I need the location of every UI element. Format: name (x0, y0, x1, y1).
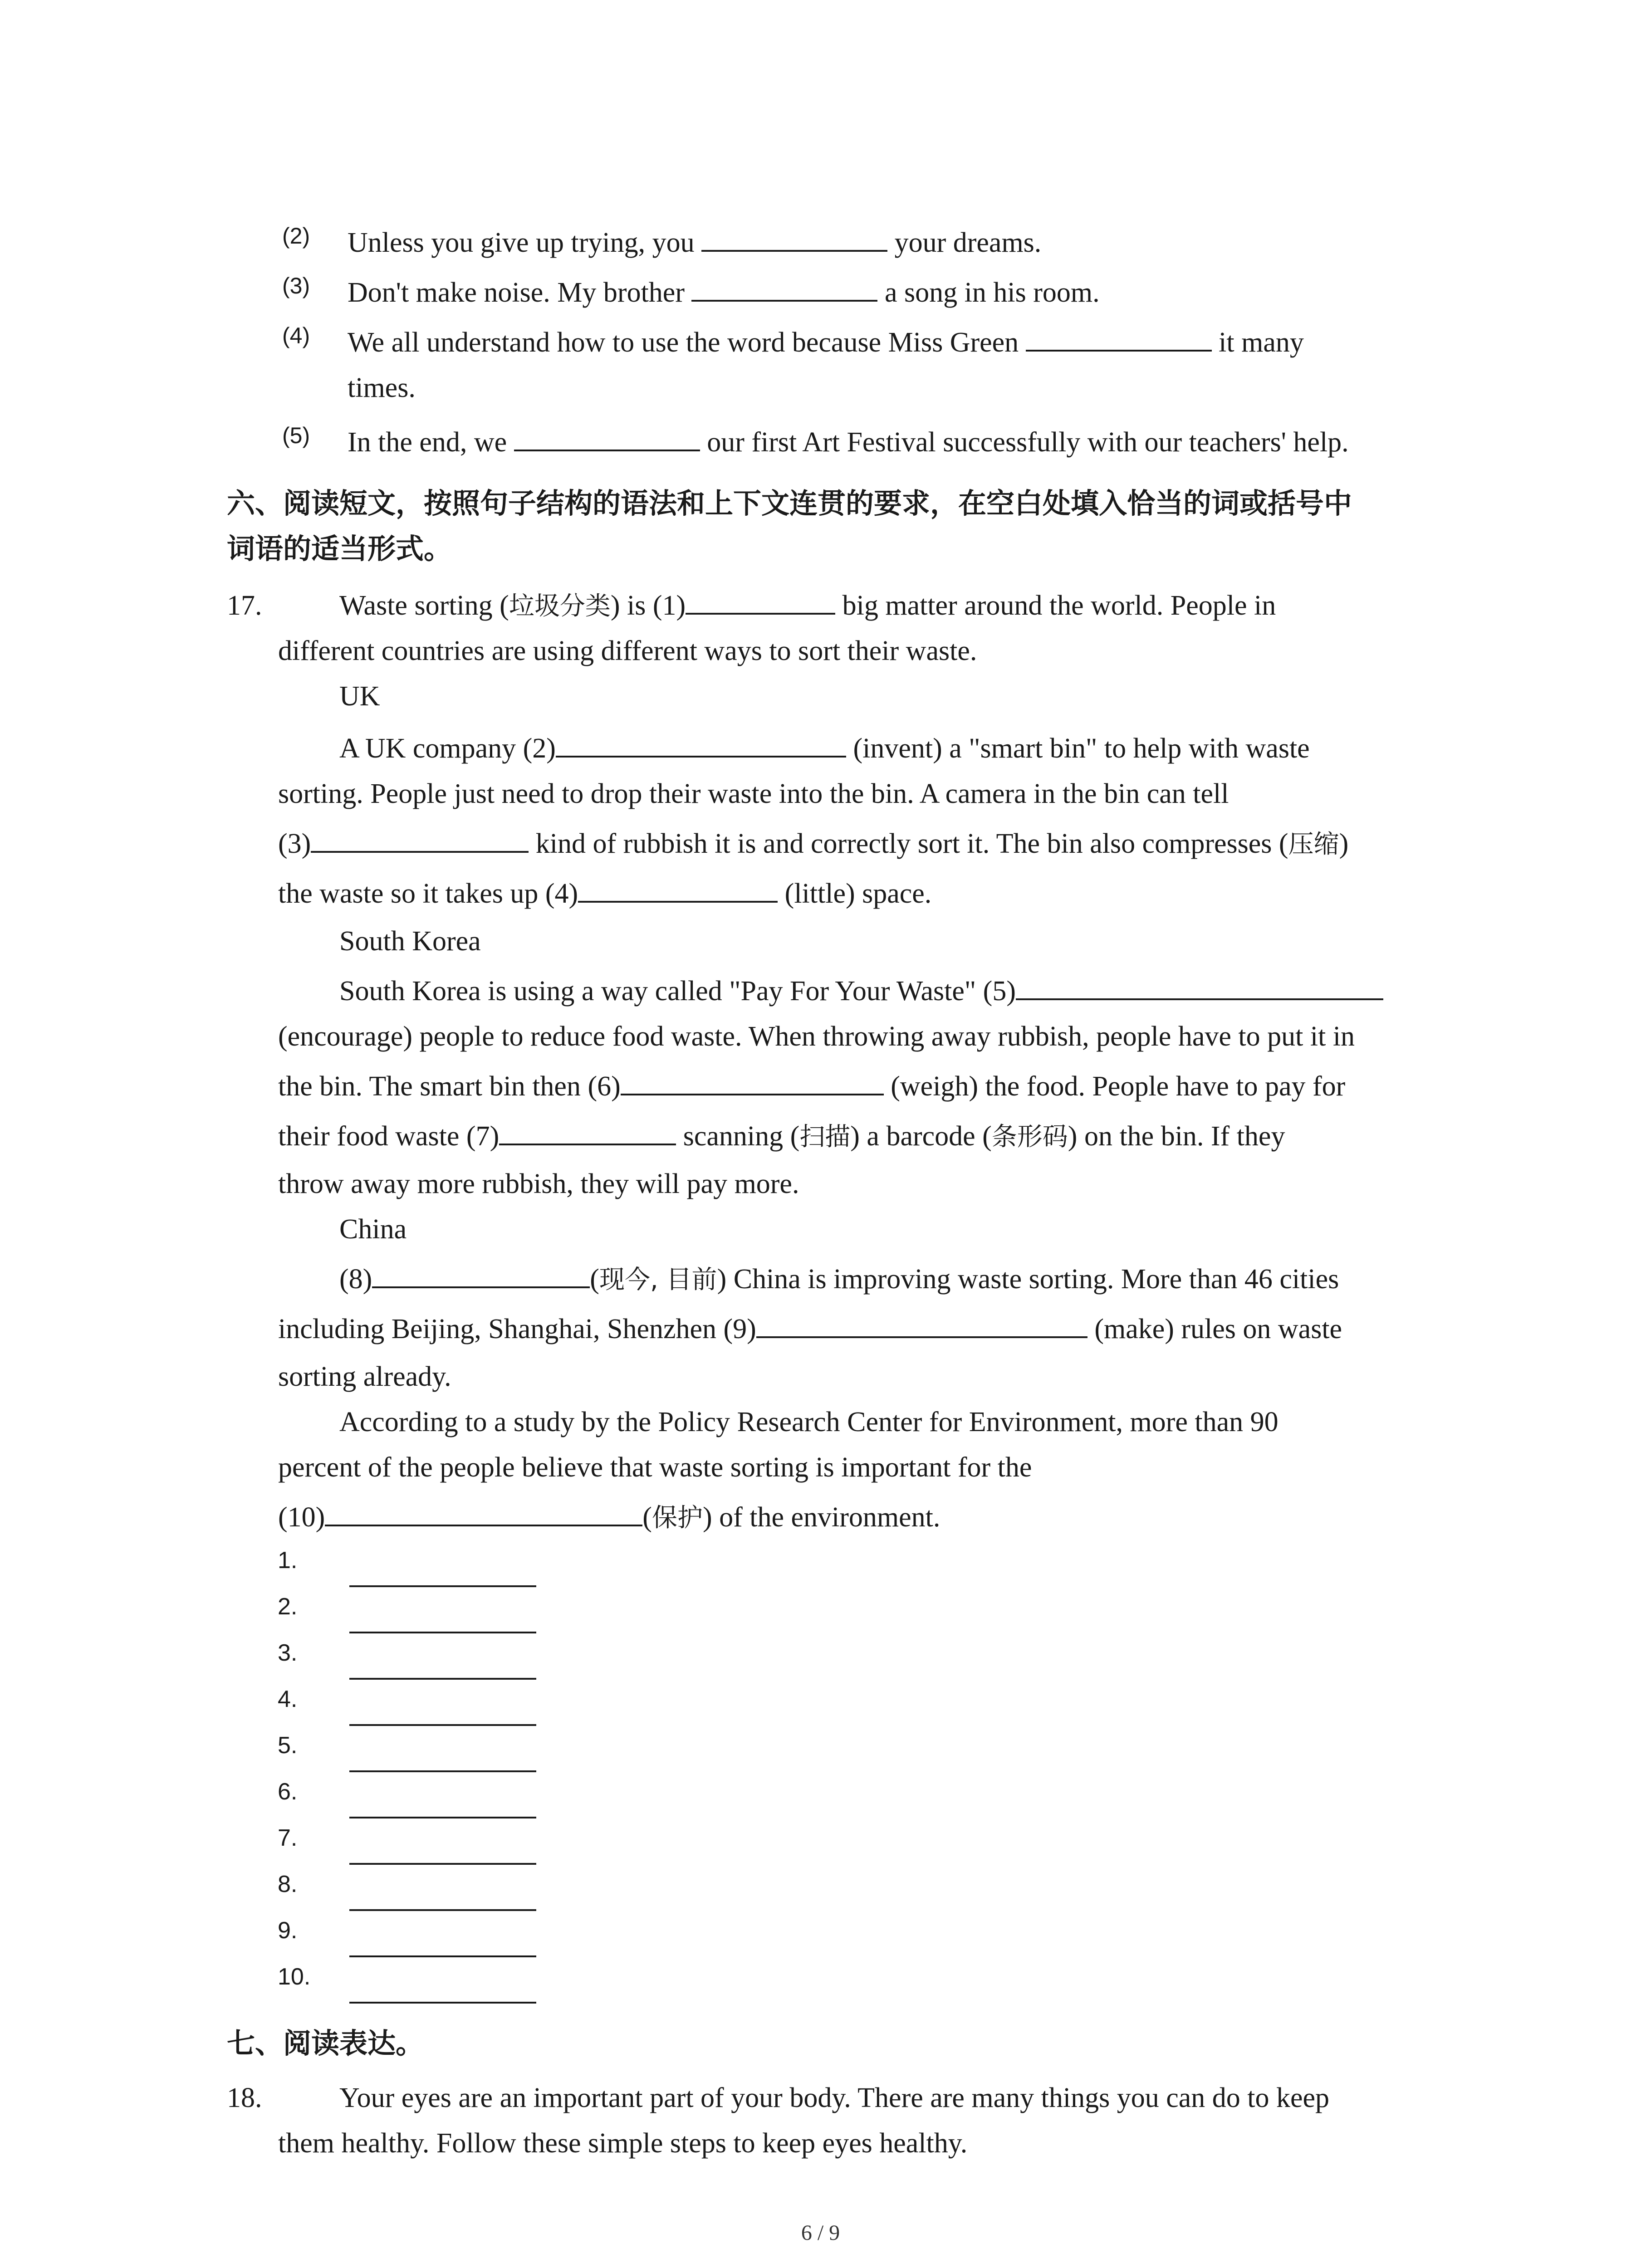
text: (8) (339, 1264, 372, 1295)
text: ) a barcode ( (850, 1121, 992, 1152)
chinese-gloss: 保护 (652, 1503, 703, 1533)
answer-label: 8. (278, 1871, 298, 1897)
answer-label: 9. (278, 1917, 298, 1944)
blank-4[interactable] (578, 875, 778, 903)
q17-line-13 (278, 1311, 1342, 1347)
text: ) is (1) (610, 590, 686, 621)
blank-6[interactable] (621, 1068, 884, 1095)
text: (invent) a "smart bin" to help with waste (853, 733, 1310, 764)
text: (3) (278, 828, 311, 859)
blank-7[interactable] (499, 1118, 676, 1145)
blank-8[interactable] (372, 1261, 590, 1288)
blank-2[interactable] (556, 730, 846, 758)
text-before-blank: We all understand how to use the word because Miss Green (348, 327, 1019, 358)
q18-line-1: Your eyes are an important part of your body. There are many things you can do to keep (339, 2082, 1330, 2113)
answer-blank[interactable] (701, 225, 887, 252)
text: their food waste (7) (278, 1121, 500, 1152)
q17-line-14: sorting already. (278, 1361, 451, 1392)
q17-line-8: (encourage) people to reduce food waste. When throwing away rubbish, people have to put it in (278, 1021, 1355, 1052)
answer-line[interactable] (349, 1863, 536, 1865)
q17-line-16: percent of the people believe that waste sorting is important for the (278, 1452, 1032, 1483)
section-6-heading-line-1: 六、阅读短文，按照句子结构的语法和上下文连贯的要求，在空白处填入恰当的词或括号中 (227, 487, 1352, 520)
answer-line[interactable] (349, 1955, 536, 1957)
q17-line-17 (278, 1499, 940, 1536)
text: A UK company (2) (339, 733, 556, 764)
q17-line-3 (339, 730, 1310, 767)
text-after-blank: it many (1219, 327, 1304, 358)
q17-line-12 (339, 1261, 1339, 1298)
text: ( (642, 1502, 652, 1533)
q17-line-2: different countries are using different ways to sort their waste. (278, 635, 977, 666)
answer-label: 7. (278, 1825, 298, 1851)
answer-label: 6. (278, 1779, 298, 1805)
item-number: (3) (282, 273, 310, 298)
blank-5[interactable] (1016, 973, 1383, 1000)
chinese-gloss: 扫描 (799, 1122, 851, 1152)
text: scanning ( (683, 1121, 800, 1152)
question-18-number: 18. (227, 2082, 262, 2113)
section-6-heading-line-2: 词语的适当形式。 (227, 532, 452, 565)
item-text (348, 324, 1304, 361)
answer-line[interactable] (349, 1817, 536, 1818)
chinese-gloss: 压缩 (1288, 830, 1339, 859)
answer-line[interactable] (349, 1632, 536, 1633)
text: (little) space. (784, 878, 932, 909)
blank-3[interactable] (311, 826, 529, 853)
item-text (348, 274, 1100, 311)
text: the waste so it takes up (4) (278, 878, 578, 909)
text-before-blank: Don't make noise. My brother (348, 277, 685, 308)
answer-blank[interactable] (1026, 324, 1212, 352)
answer-label: 1. (278, 1547, 298, 1574)
text: ) on the bin. If they (1068, 1121, 1285, 1152)
q17-line-1 (339, 587, 1276, 625)
text: (weigh) the food. People have to pay for (891, 1071, 1346, 1102)
chinese-gloss: 垃圾分类 (509, 591, 611, 621)
answer-label: 4. (278, 1686, 298, 1712)
uk-subtitle: UK (339, 681, 380, 712)
text: ( (590, 1264, 599, 1295)
answer-line[interactable] (349, 1909, 536, 1911)
q17-line-7 (339, 973, 1383, 1009)
text: Waste sorting ( (339, 590, 509, 621)
item-text (348, 424, 1349, 460)
text-after-blank: a song in his room. (884, 277, 1100, 308)
answer-line[interactable] (349, 1585, 536, 1587)
q17-line-9 (278, 1068, 1345, 1105)
page-number: 6 / 9 (801, 2221, 840, 2245)
text-before-blank: Unless you give up trying, you (348, 227, 695, 258)
text-after-blank: our first Art Festival successfully with our teachers' help. (707, 427, 1349, 458)
text: the bin. The smart bin then (6) (278, 1071, 621, 1102)
answer-line[interactable] (349, 2002, 536, 2004)
answer-label: 5. (278, 1732, 298, 1759)
south-korea-subtitle: South Korea (339, 926, 481, 957)
chinese-gloss: 现今, 目前 (599, 1265, 717, 1295)
text: (make) rules on waste (1094, 1314, 1342, 1344)
q17-line-15: According to a study by the Policy Research Center for Environment, more than 90 (339, 1407, 1279, 1437)
answer-label: 3. (278, 1640, 298, 1666)
q17-line-6 (278, 875, 931, 912)
text: (10) (278, 1502, 325, 1533)
item-number: (2) (282, 223, 310, 249)
item-text (348, 225, 1041, 261)
text: ) of the environment. (702, 1502, 941, 1533)
text: big matter around the world. People in (842, 590, 1276, 621)
answer-label: 2. (278, 1593, 298, 1620)
q17-line-10 (278, 1118, 1285, 1155)
item-text-continued: times. (348, 372, 416, 403)
answer-line[interactable] (349, 1678, 536, 1680)
question-17-number: 17. (227, 590, 262, 621)
item-number: (4) (282, 323, 310, 348)
q17-line-4: sorting. People just need to drop their waste into the bin. A camera in the bin can tell (278, 778, 1229, 809)
text: kind of rubbish it is and correctly sort it. The bin also compresses ( (535, 828, 1288, 859)
text-before-blank: In the end, we (348, 427, 507, 458)
text: South Korea is using a way called "Pay For Your Waste" (5) (339, 976, 1016, 1007)
china-subtitle: China (339, 1214, 407, 1245)
chinese-gloss: 条形码 (991, 1122, 1068, 1152)
answer-line[interactable] (349, 1770, 536, 1772)
answer-blank[interactable] (514, 424, 700, 451)
text-after-blank: your dreams. (894, 227, 1042, 258)
q17-line-5 (278, 826, 1348, 863)
text: ) China is improving waste sorting. More than 46 cities (717, 1264, 1339, 1295)
q17-line-11: throw away more rubbish, they will pay more. (278, 1168, 799, 1199)
blank-1[interactable] (686, 587, 835, 615)
text: including Beijing, Shanghai, Shenzhen (9) (278, 1314, 756, 1344)
answer-label: 10. (278, 1964, 311, 1990)
q18-line-2: them healthy. Follow these simple steps to keep eyes healthy. (278, 2128, 968, 2159)
blank-10[interactable] (325, 1499, 642, 1526)
blank-9[interactable] (756, 1311, 1087, 1338)
item-number: (5) (282, 423, 310, 448)
answer-blank[interactable] (691, 274, 877, 302)
section-7-heading: 七、阅读表达。 (227, 2027, 424, 2060)
text: ) (1339, 828, 1349, 859)
answer-line[interactable] (349, 1724, 536, 1726)
